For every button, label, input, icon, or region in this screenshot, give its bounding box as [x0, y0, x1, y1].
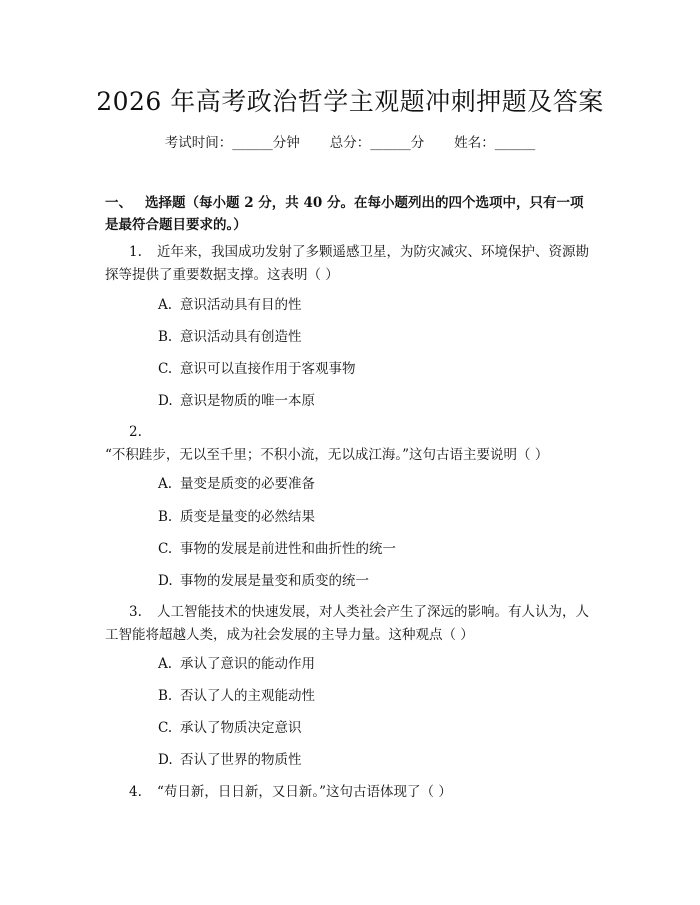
section-number: 一、 [105, 195, 132, 211]
option-letter: D. [158, 752, 173, 768]
question-number: 3. [129, 604, 142, 620]
option-letter: B. [158, 509, 173, 525]
question-stem: “不积跬步，无以至千里；不积小流，无以成江海。”这句古语主要说明（ ） [105, 447, 549, 463]
option-letter: D. [158, 573, 173, 589]
exam-meta [0, 131, 700, 151]
option-letter: A. [158, 656, 173, 672]
option-2c [158, 539, 396, 559]
option-letter: A. [158, 297, 173, 313]
option-letter: B. [158, 688, 173, 704]
document-title: 2026 年高考政治哲学主观题冲刺押题及答案 [96, 87, 604, 116]
option-letter: C. [158, 361, 173, 377]
question-number: 2. [129, 424, 142, 440]
option-3b [158, 686, 315, 706]
option-text: 事物的发展是前进性和曲折性的统一 [180, 541, 396, 557]
option-text: 承认了意识的能动作用 [180, 656, 315, 672]
option-1d [158, 391, 315, 411]
question-2 [105, 421, 600, 467]
question-3 [105, 601, 600, 647]
option-text: 意识可以直接作用于客观事物 [180, 361, 356, 377]
option-2b [158, 507, 315, 527]
option-text: 否认了人的主观能动性 [180, 688, 315, 704]
option-letter: B. [158, 329, 173, 345]
option-text: 意识活动具有目的性 [180, 297, 302, 313]
name-label: 姓名：______ [454, 135, 536, 151]
option-2d [158, 571, 369, 591]
option-text: 意识是物质的唯一本原 [180, 393, 315, 409]
option-letter: C. [158, 720, 173, 736]
option-1a [158, 295, 302, 315]
question-stem: 近年来，我国成功发射了多颗遥感卫星，为防灾减灾、环境保护、资源勘探等提供了重要数据支撑。这表明（ ） [105, 244, 589, 283]
option-3a [158, 654, 315, 674]
option-text: 意识活动具有创造性 [180, 329, 302, 345]
option-text: 否认了世界的物质性 [180, 752, 302, 768]
question-4 [105, 781, 600, 804]
option-letter: D. [158, 393, 173, 409]
option-text: 量变是质变的必要准备 [180, 476, 315, 492]
option-text: 事物的发展是量变和质变的统一 [180, 573, 369, 589]
question-stem: 人工智能技术的快速发展，对人类社会产生了深远的影响。有人认为，人工智能将超越人类，成为社会发展的主导力量。这种观点（ ） [105, 604, 589, 643]
option-letter: C. [158, 541, 173, 557]
question-stem: “苟日新，日日新，又日新。”这句古语体现了（ ） [157, 784, 452, 800]
option-1c [158, 359, 356, 379]
question-1 [105, 241, 600, 287]
option-1b [158, 327, 302, 347]
option-letter: A. [158, 476, 173, 492]
exam-time-label: 考试时间：______分钟 [164, 135, 300, 151]
question-number: 4. [129, 784, 142, 800]
option-text: 质变是量变的必然结果 [180, 509, 315, 525]
option-3c [158, 718, 302, 738]
option-2a [158, 474, 315, 494]
question-number: 1. [129, 244, 142, 260]
total-score-label: 总分：______分 [329, 135, 425, 151]
option-text: 承认了物质决定意识 [180, 720, 302, 736]
section-heading [105, 192, 595, 236]
section-text: 选择题（每小题 2 分，共 40 分。在每小题列出的四个选项中，只有一项是最符合题目要求的。） [105, 195, 584, 233]
option-3d [158, 750, 302, 770]
